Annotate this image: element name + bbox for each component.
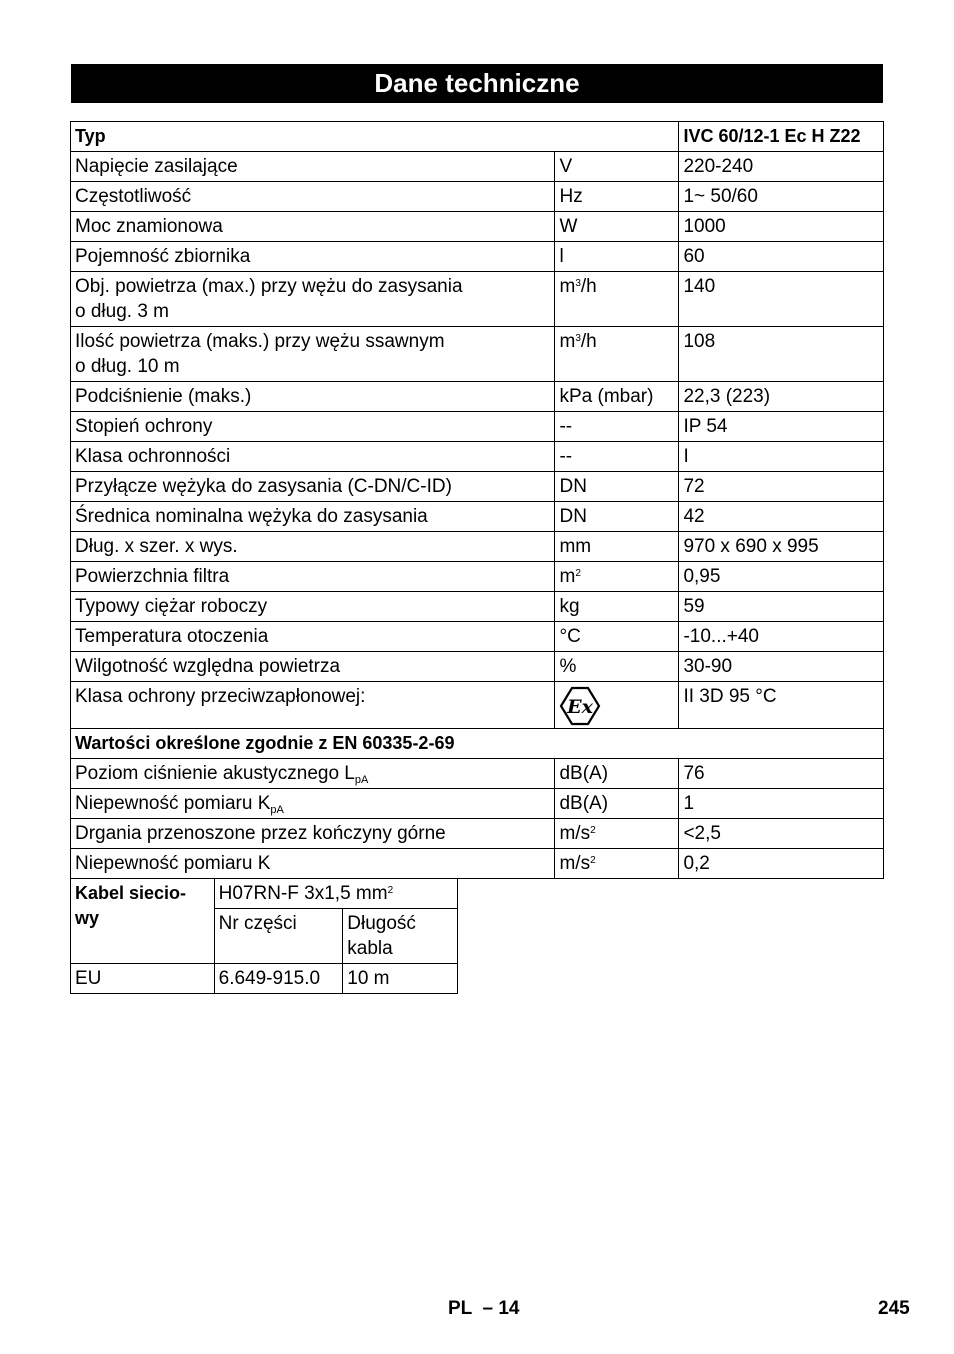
value-cell: 140: [679, 272, 884, 327]
param-cell: Stopień ochrony: [71, 412, 555, 442]
length-cell: 10 m: [343, 964, 458, 994]
unit-cell: %: [555, 652, 679, 682]
footer-section-label: PL – 14: [448, 1298, 520, 1319]
table-row: [71, 532, 884, 562]
table-row: [71, 412, 884, 442]
param-cell: Powierzchnia filtra: [71, 562, 555, 592]
param-cell: Dług. x szer. x wys.: [71, 532, 555, 562]
value-cell: 1: [679, 789, 884, 819]
table-row: [71, 152, 884, 182]
unit-cell: DN: [555, 472, 679, 502]
unit-cell: dB(A): [555, 759, 679, 789]
part-no-cell: 6.649-915.0: [214, 964, 343, 994]
table-row: [71, 182, 884, 212]
param-cell: [71, 327, 555, 382]
unit-rest: /h: [580, 331, 597, 352]
section-header: Wartości określone zgodnie z EN 60335-2-69: [71, 729, 884, 759]
table-row: [71, 879, 458, 909]
unit-cell: [555, 849, 679, 879]
table-row: [71, 682, 884, 729]
cable-type-superscript: 2: [387, 885, 394, 896]
page-title: Dane techniczne: [71, 64, 883, 103]
param-cell: [71, 789, 555, 819]
value-cell: 0,95: [679, 562, 884, 592]
part-no-header: Nr części: [214, 909, 343, 964]
technical-data-table: [70, 121, 884, 879]
value-cell: II 3D 95 °C: [679, 682, 884, 729]
table-row: [71, 242, 884, 272]
param-cell: Wilgotność względna powietrza: [71, 652, 555, 682]
unit-superscript: 2: [590, 855, 596, 866]
section-header-row: [71, 729, 884, 759]
param-cell: Drgania przenoszone przez kończyny górne: [71, 819, 555, 849]
table-row: [71, 502, 884, 532]
param-cell: Temperatura otoczenia: [71, 622, 555, 652]
table-row: [71, 382, 884, 412]
param-subscript: pA: [354, 774, 369, 786]
unit-base: m/s: [559, 853, 591, 874]
param-base: Niepewność pomiaru K: [75, 793, 271, 814]
unit-cell: DN: [555, 502, 679, 532]
table-row: [71, 562, 884, 592]
region-cell: EU: [71, 964, 215, 994]
svg-text:Ex: Ex: [567, 696, 594, 718]
value-cell: <2,5: [679, 819, 884, 849]
param-base: Poziom ciśnienie akustycznego L: [75, 763, 355, 784]
unit-cell: V: [555, 152, 679, 182]
param-line-1: Ilość powietrza (maks.) przy wężu ssawnym: [75, 331, 445, 352]
unit-cell: --: [555, 442, 679, 472]
power-cable-table: [70, 878, 458, 994]
cable-type: [214, 879, 457, 909]
type-label: Typ: [71, 122, 679, 152]
unit-base: m: [559, 331, 576, 352]
table-row: [71, 472, 884, 502]
ex-explosion-protection-icon: [559, 686, 601, 726]
param-cell: Przyłącze wężyka do zasysania (C-DN/C-ID): [71, 472, 555, 502]
value-cell: I: [679, 442, 884, 472]
unit-superscript: 2: [590, 825, 596, 836]
unit-cell: mm: [555, 532, 679, 562]
value-cell: 72: [679, 472, 884, 502]
param-cell: [71, 272, 555, 327]
unit-cell: [555, 327, 679, 382]
param-line-2: o dług. 3 m: [75, 301, 169, 322]
unit-cell: [555, 819, 679, 849]
param-line-1: Obj. powietrza (max.) przy wężu do zasysania: [75, 276, 463, 297]
table-row: [71, 327, 884, 382]
unit-superscript: 3: [575, 333, 581, 344]
table-row: [71, 652, 884, 682]
table-row: [71, 759, 884, 789]
length-header: [343, 909, 458, 964]
value-cell: IP 54: [679, 412, 884, 442]
unit-cell: dB(A): [555, 789, 679, 819]
param-cell: Klasa ochrony przeciwzapłonowej:: [71, 682, 555, 729]
unit-rest: /h: [580, 276, 597, 297]
table-row: [71, 212, 884, 242]
unit-base: m: [559, 276, 576, 297]
unit-base: m/s: [559, 823, 591, 844]
param-cell: Typowy ciężar roboczy: [71, 592, 555, 622]
unit-cell: l: [555, 242, 679, 272]
param-cell: Niepewność pomiaru K: [71, 849, 555, 879]
cable-label: [71, 879, 215, 964]
cable-label-line-2: wy: [75, 908, 100, 928]
param-cell: [71, 759, 555, 789]
param-cell: Moc znamionowa: [71, 212, 555, 242]
param-cell: Częstotliwość: [71, 182, 555, 212]
unit-superscript: 2: [575, 568, 581, 579]
value-cell: 42: [679, 502, 884, 532]
value-cell: 108: [679, 327, 884, 382]
param-cell: Napięcie zasilające: [71, 152, 555, 182]
unit-base: m: [559, 566, 576, 587]
value-cell: 970 x 690 x 995: [679, 532, 884, 562]
table-row: [71, 819, 884, 849]
value-cell: 220-240: [679, 152, 884, 182]
table-row: [71, 592, 884, 622]
table-row: [71, 849, 884, 879]
value-cell: 1000: [679, 212, 884, 242]
param-line-2: o dług. 10 m: [75, 356, 180, 377]
unit-superscript: 3: [575, 278, 581, 289]
param-cell: Klasa ochronności: [71, 442, 555, 472]
value-cell: -10...+40: [679, 622, 884, 652]
unit-cell: W: [555, 212, 679, 242]
unit-cell: [555, 272, 679, 327]
table-row: [71, 964, 458, 994]
param-cell: Podciśnienie (maks.): [71, 382, 555, 412]
unit-cell: --: [555, 412, 679, 442]
cable-label-line-1: Kabel siecio-: [75, 883, 187, 903]
cable-type-base: H07RN-F 3x1,5 mm: [218, 883, 388, 904]
table-row: [71, 442, 884, 472]
param-subscript: pA: [270, 804, 284, 816]
unit-cell: °C: [555, 622, 679, 652]
value-cell: 1~ 50/60: [679, 182, 884, 212]
value-cell: 76: [679, 759, 884, 789]
length-header-line-2: kabla: [347, 938, 393, 959]
unit-cell: kPa (mbar): [555, 382, 679, 412]
unit-cell: kg: [555, 592, 679, 622]
value-cell: 60: [679, 242, 884, 272]
param-cell: Pojemność zbiornika: [71, 242, 555, 272]
model-name: IVC 60/12-1 Ec H Z22: [679, 122, 884, 152]
value-cell: 30-90: [679, 652, 884, 682]
value-cell: 0,2: [679, 849, 884, 879]
param-cell: Średnica nominalna wężyka do zasysania: [71, 502, 555, 532]
table-row: [71, 622, 884, 652]
value-cell: 22,3 (223): [679, 382, 884, 412]
unit-cell: Hz: [555, 182, 679, 212]
table-row: [71, 272, 884, 327]
value-cell: 59: [679, 592, 884, 622]
unit-cell: [555, 562, 679, 592]
table-row: [71, 789, 884, 819]
table-header-row: [71, 122, 884, 152]
page-number: 245: [878, 1298, 910, 1319]
length-header-line-1: Długość: [347, 913, 416, 934]
unit-cell: [555, 682, 679, 729]
